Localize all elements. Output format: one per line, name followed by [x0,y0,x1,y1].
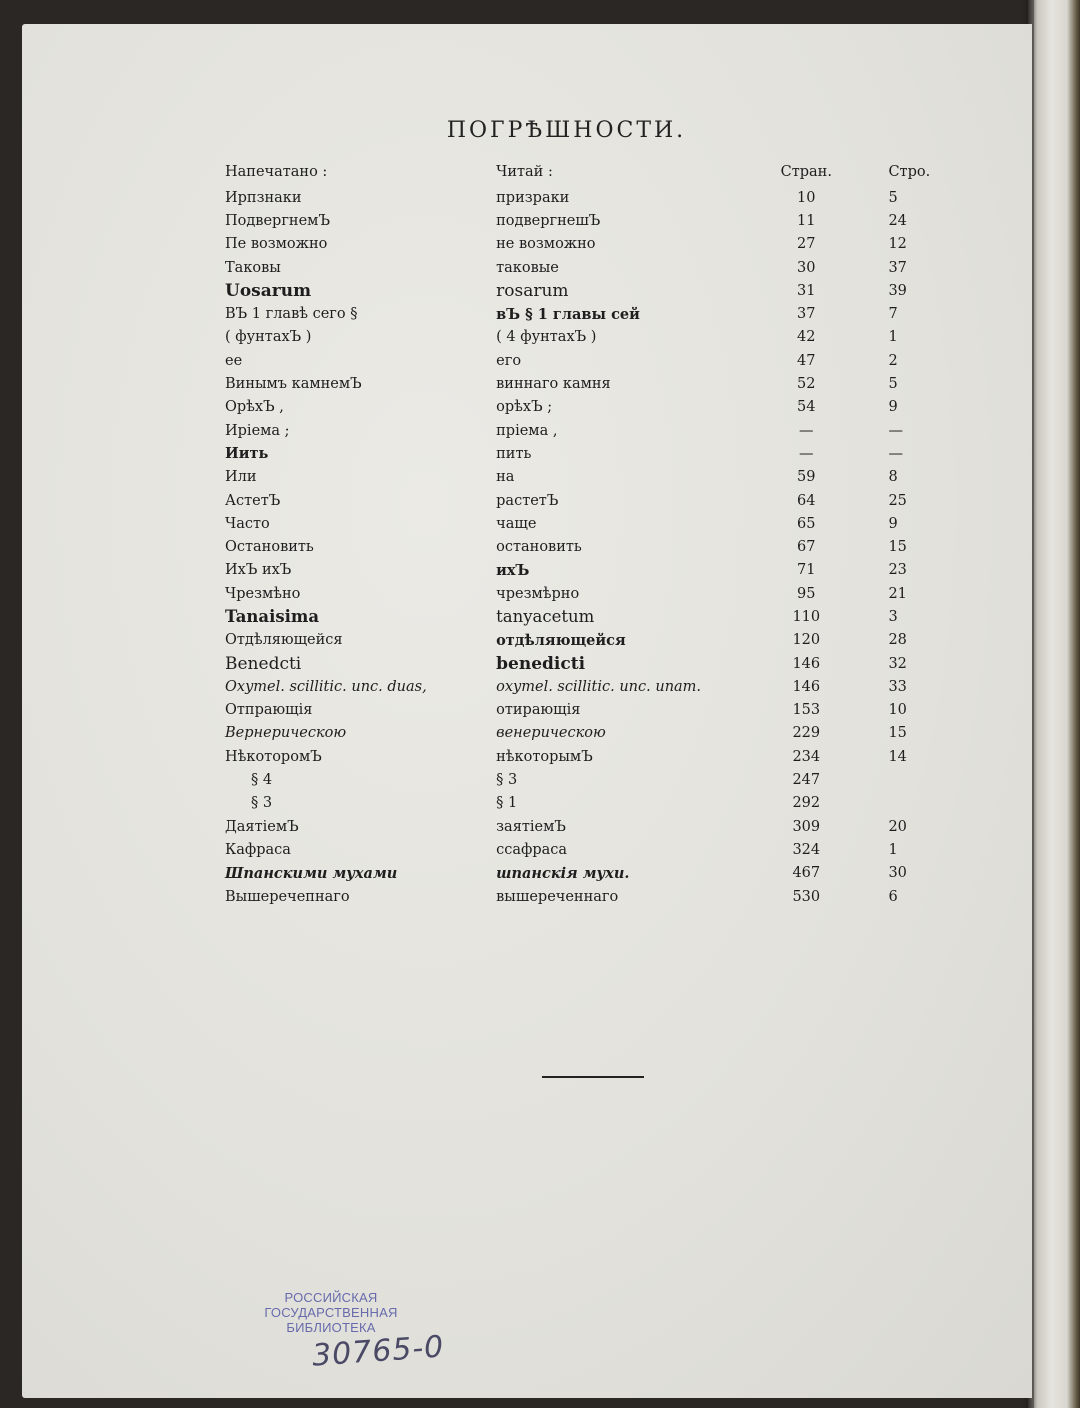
cell-line [878,792,945,815]
cell-line: 15 [888,725,907,742]
cell-line: 12 [888,236,907,253]
table-row [225,396,945,419]
handwritten-shelfmark: 30765-0 [310,1329,446,1374]
cell-page: 146 [792,678,821,695]
cell-line: 21 [888,585,907,602]
header-line: Стро. [888,164,931,180]
cell-read: § 3 [496,772,518,789]
cell-printed: НѣкоторомЪ [225,748,322,765]
cell-page: 11 [797,212,816,229]
table-row [225,372,945,395]
table-row [225,209,945,232]
cell-line: — [888,422,903,439]
cell-line [878,768,945,791]
cell-printed: ОрѣхЪ , [225,399,284,416]
cell-line: 39 [888,282,907,299]
cell-line: 37 [888,259,907,276]
cell-printed: Винымъ камнемЪ [225,376,362,393]
cell-read: виннаго камня [496,376,611,393]
cell-line: 7 [888,306,898,323]
cell-page: 467 [792,865,821,882]
cell-read: rosarum [496,280,569,301]
cell-printed: Benedcti [225,653,302,674]
cell-page: 37 [797,306,816,323]
cell-read: не возможно [496,236,596,253]
cell-read: пріема , [496,422,558,439]
table-row [225,512,945,535]
cell-read: призраки [496,189,570,206]
cell-line: 32 [888,655,907,672]
cell-page: 324 [792,841,821,858]
cell-read: ихЪ [496,561,530,579]
cell-read: чрезмѣрно [496,585,580,602]
table-row [225,302,945,325]
cell-printed: Пе возможно [225,236,328,253]
cell-printed: Остановить [225,539,314,556]
cell-printed: Иріема ; [225,422,290,439]
cell-page: 10 [797,189,816,206]
cell-page: 247 [792,772,821,789]
table-row [225,722,945,745]
cell-line: 10 [888,702,907,719]
cell-page: 234 [792,748,821,765]
header-read: Читай : [496,164,553,180]
table-row [225,699,945,722]
cell-line: 3 [888,608,898,625]
cell-line: 5 [888,189,898,206]
cell-page: 27 [797,236,816,253]
stamp-line-1: РОССИЙСКАЯ [284,1290,378,1305]
cell-line: 24 [888,212,907,229]
cell-read: венерическою [496,725,606,742]
cell-read: ( 4 фунтахЪ ) [496,329,597,346]
cell-printed: Uosarum [225,280,312,301]
table-row [225,768,945,791]
cell-page: 47 [797,352,816,369]
cell-printed: Шпанскими мухами [225,864,398,882]
cell-page: 120 [792,632,821,649]
cell-page: 229 [792,725,821,742]
cell-line: 9 [888,515,898,532]
table-row [225,419,945,442]
cell-printed: Чрезмѣно [225,585,301,602]
cell-printed: ИхЪ ихЪ [225,562,292,579]
cell-read: орѣхЪ ; [496,399,553,416]
cell-printed: Вышеречепнаго [225,888,350,905]
table-row [225,186,945,209]
table-row [225,466,945,489]
page-title: ПОГРѢШНОСТИ. [446,118,687,143]
cell-read: tanyacetum [496,607,595,627]
table-row [225,838,945,861]
cell-line: 8 [888,469,898,486]
cell-read: остановить [496,539,582,556]
cell-page: 146 [792,655,821,672]
table-row [225,652,945,675]
cell-line: 9 [888,399,898,416]
cell-printed: ( фунтахЪ ) [225,329,312,346]
cell-printed: Ирпзнаки [225,189,302,206]
cell-read: растетЪ [496,492,559,509]
cell-read: таковые [496,259,559,276]
cell-printed: ДаятіемЪ [225,818,299,835]
stamp-line-2: ГОСУДАРСТВЕННАЯ [264,1305,398,1320]
table-row [225,885,945,908]
cell-printed: ВЪ 1 главѣ сего § [225,306,358,323]
table-row [225,559,945,582]
cell-line: 23 [888,562,907,579]
cell-page: 110 [792,608,821,625]
errata-table [225,158,945,908]
header-printed: Напечатано : [225,164,328,180]
table-row [225,629,945,652]
cell-line: 14 [888,748,907,765]
cell-read: вЪ § 1 главы сей [496,305,640,323]
cell-page: 64 [797,492,816,509]
cell-line: 25 [888,492,907,509]
cell-page: 52 [797,376,816,393]
table-row [225,256,945,279]
cell-printed: ПодвергнемЪ [225,212,330,229]
table-row [225,233,945,256]
cell-read: на [496,469,515,486]
table-row [225,862,945,885]
cell-page: 65 [797,515,816,532]
cell-page: 30 [797,259,816,276]
cell-printed: Отдѣляющейся [225,632,343,649]
cell-read: пить [496,445,532,462]
cell-printed: ее [225,352,243,369]
header-page: Стран. [780,164,832,180]
cell-page: 71 [797,562,816,579]
cell-read: ссафраса [496,841,568,858]
cell-page: 54 [797,399,816,416]
closing-rule [542,1076,644,1078]
table-row [225,326,945,349]
cell-read: oxymel. scillitic. unc. unam. [496,678,702,695]
table-row [225,792,945,815]
cell-printed: Или [225,469,257,486]
cell-read: нѣкоторымЪ [496,748,593,765]
cell-printed: Таковы [225,259,281,276]
table-row [225,442,945,465]
cell-printed: Отпрающія [225,702,313,719]
cell-line: 1 [888,329,898,346]
cell-printed: Tanaisima [225,607,320,627]
table-row [225,745,945,768]
cell-read: заятіемЪ [496,818,566,835]
cell-line: 28 [888,632,907,649]
cell-printed: Часто [225,515,270,532]
table-row [225,489,945,512]
cell-read: вышереченнаго [496,888,619,905]
cell-printed: § 4 [251,772,273,789]
cell-read: § 1 [496,795,518,812]
table-row [225,605,945,628]
cell-page: — [799,422,814,439]
stamp-line-3: БИБЛИОТЕКА [286,1320,376,1335]
cell-read: шпанскія мухи. [496,864,630,882]
table-row [225,582,945,605]
cell-page: 67 [797,539,816,556]
cell-read: benedicti [496,653,586,674]
table-row [225,279,945,302]
table-row [225,815,945,838]
book-edge [1028,0,1080,1408]
cell-line: 6 [888,888,898,905]
cell-read: чаще [496,515,537,532]
cell-read: отирающія [496,702,581,719]
cell-printed: Oxymel. scillitic. unc. duas, [225,678,427,695]
cell-printed: Кафраса [225,841,291,858]
cell-page: 31 [797,282,816,299]
cell-line: 15 [888,539,907,556]
cell-page: 42 [797,329,816,346]
cell-printed: АстетЪ [225,492,281,509]
cell-line: 20 [888,818,907,835]
cell-read: отдѣляющейся [496,631,626,649]
cell-page: 292 [792,795,821,812]
book-page [22,24,1032,1398]
cell-printed: Иить [225,445,269,463]
table-row [225,675,945,698]
cell-line: 2 [888,352,898,369]
cell-printed: § 3 [251,795,273,812]
cell-page: 530 [792,888,821,905]
cell-printed: Вернерическою [225,725,347,742]
table-row [225,535,945,558]
cell-page: 153 [792,702,821,719]
cell-page: 59 [797,469,816,486]
cell-read: его [496,352,522,369]
cell-page: — [799,445,814,462]
table-row [225,349,945,372]
cell-line: — [888,445,903,462]
table-header-row [225,158,945,186]
cell-page: 95 [797,585,816,602]
cell-line: 33 [888,678,907,695]
cell-page: 309 [792,818,821,835]
cell-line: 30 [888,865,907,882]
cell-line: 5 [888,376,898,393]
cell-read: подвергнешЪ [496,212,601,229]
cell-line: 1 [888,841,898,858]
library-stamp [256,1290,406,1335]
